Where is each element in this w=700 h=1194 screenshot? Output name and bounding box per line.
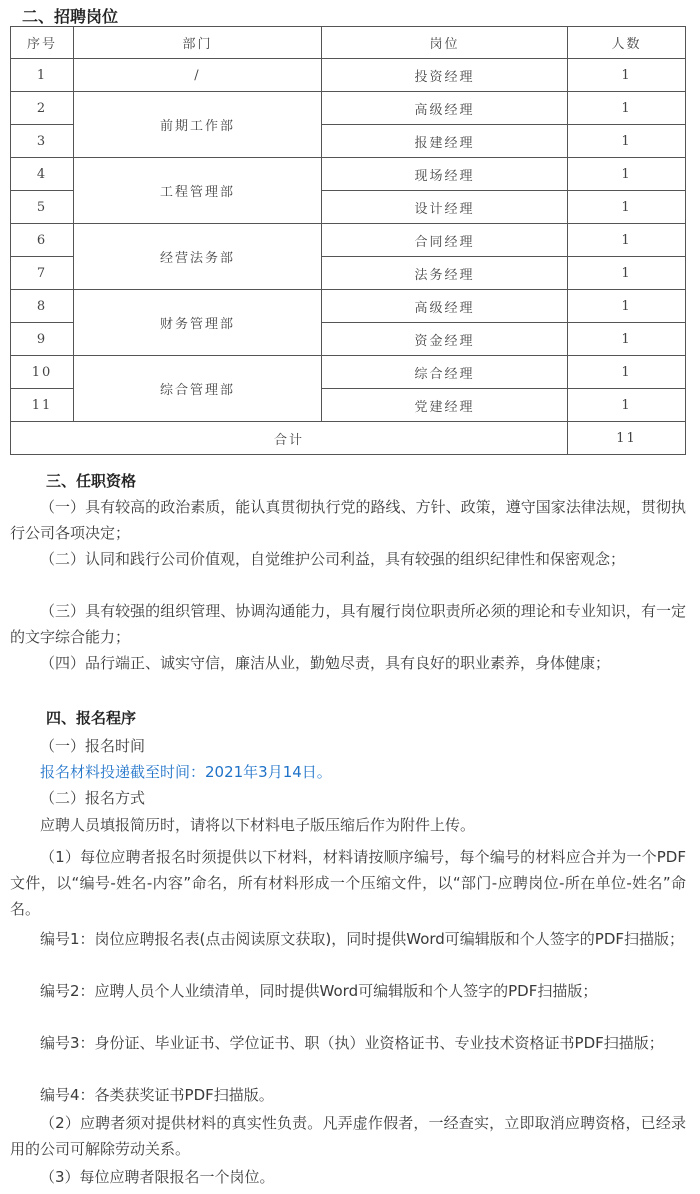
table-row <box>11 356 686 389</box>
cell-no: 2 <box>11 92 74 125</box>
table-total-row <box>11 422 686 455</box>
cell-count: 1 <box>568 125 686 158</box>
cell-count: 1 <box>568 290 686 323</box>
cell-count: 1 <box>568 389 686 422</box>
section-3-title: 三、任职资格 <box>46 472 137 490</box>
material-no-3: 编号3：身份证、毕业证书、学位证书、职（执）业资格证书、专业技术资格证书PDF扫描版； <box>40 1034 664 1052</box>
cell-post: 资金经理 <box>322 323 568 356</box>
section-2-title: 二、招聘岗位 <box>22 7 119 26</box>
cell-dept: 经营法务部 <box>74 224 322 290</box>
cell-no: 1 <box>11 59 74 92</box>
time-heading: （一）报名时间 <box>40 737 146 755</box>
cell-count: 1 <box>568 59 686 92</box>
cell-no: 8 <box>11 290 74 323</box>
total-label: 合计 <box>11 422 568 455</box>
cell-count: 1 <box>568 92 686 125</box>
qualification-1: （一）具有较高的政治素质，能认真贯彻执行党的路线、方针、政策，遵守国家法律法规，贯彻执行公司各项决定； <box>10 498 686 542</box>
material-no-1: 编号1：岗位应聘报名表(点击阅读原文获取)，同时提供Word可编辑版和个人签字的PDF扫描版； <box>40 930 685 948</box>
cell-count: 1 <box>568 224 686 257</box>
method-intro: 应聘人员填报简历时，请将以下材料电子版压缩后作为附件上传。 <box>40 816 476 834</box>
cell-post: 高级经理 <box>322 290 568 323</box>
total-value: 11 <box>568 422 686 455</box>
cell-post: 综合经理 <box>322 356 568 389</box>
procedure-item-1: （1）每位应聘者报名时须提供以下材料，材料请按顺序编号，每个编号的材料应合并为一个PDF文件，以“编号-姓名-内容”命名，所有材料形成一个压缩文件，以“部门-应聘岗位-所在单位-姓名”命名。 <box>10 848 686 918</box>
cell-count: 1 <box>568 356 686 389</box>
method-heading: （二）报名方式 <box>40 789 146 807</box>
cell-dept: 财务管理部 <box>74 290 322 356</box>
recruitment-table <box>10 26 686 455</box>
cell-count: 1 <box>568 323 686 356</box>
header-post: 岗位 <box>322 27 568 59</box>
cell-post: 党建经理 <box>322 389 568 422</box>
table-row <box>11 92 686 125</box>
table-row <box>11 224 686 257</box>
header-no: 序号 <box>11 27 74 59</box>
table-header-row <box>11 27 686 59</box>
section-4-title: 四、报名程序 <box>46 709 137 727</box>
cell-dept: 工程管理部 <box>74 158 322 224</box>
header-count: 人数 <box>568 27 686 59</box>
cell-post: 报建经理 <box>322 125 568 158</box>
qualification-2: （二）认同和践行公司价值观，自觉维护公司利益，具有较强的组织纪律性和保密观念； <box>40 550 626 568</box>
cell-dept: / <box>74 59 322 92</box>
cell-post: 高级经理 <box>322 92 568 125</box>
cell-post: 设计经理 <box>322 191 568 224</box>
cell-no: 7 <box>11 257 74 290</box>
cell-count: 1 <box>568 158 686 191</box>
table-row <box>11 59 686 92</box>
cell-no: 6 <box>11 224 74 257</box>
cell-count: 1 <box>568 191 686 224</box>
qualification-3: （三）具有较强的组织管理、协调沟通能力，具有履行岗位职责所必须的理论和专业知识，有一定的文字综合能力； <box>10 602 686 646</box>
cell-post: 投资经理 <box>322 59 568 92</box>
cell-post: 现场经理 <box>322 158 568 191</box>
cell-no: 4 <box>11 158 74 191</box>
cell-dept: 综合管理部 <box>74 356 322 422</box>
cell-no: 5 <box>11 191 74 224</box>
cell-no: 9 <box>11 323 74 356</box>
deadline-text: 报名材料投递截至时间：2021年3月14日。 <box>40 763 332 781</box>
cell-no: 11 <box>11 389 74 422</box>
table-row <box>11 158 686 191</box>
cell-post: 法务经理 <box>322 257 568 290</box>
procedure-item-3: （3）每位应聘者限报名一个岗位。 <box>40 1168 275 1186</box>
table-row <box>11 290 686 323</box>
procedure-item-2: （2）应聘者须对提供材料的真实性负责。凡弄虚作假者，一经查实，立即取消应聘资格，已经录用的公司可解除劳动关系。 <box>10 1114 686 1158</box>
cell-count: 1 <box>568 257 686 290</box>
material-no-4: 编号4：各类获奖证书PDF扫描版。 <box>40 1086 274 1104</box>
cell-no: 10 <box>11 356 74 389</box>
cell-post: 合同经理 <box>322 224 568 257</box>
header-dept: 部门 <box>74 27 322 59</box>
material-no-2: 编号2：应聘人员个人业绩清单，同时提供Word可编辑版和个人签字的PDF扫描版； <box>40 982 598 1000</box>
qualification-4: （四）品行端正、诚实守信，廉洁从业，勤勉尽责，具有良好的职业素养，身体健康； <box>40 654 611 672</box>
cell-dept: 前期工作部 <box>74 92 322 158</box>
cell-no: 3 <box>11 125 74 158</box>
